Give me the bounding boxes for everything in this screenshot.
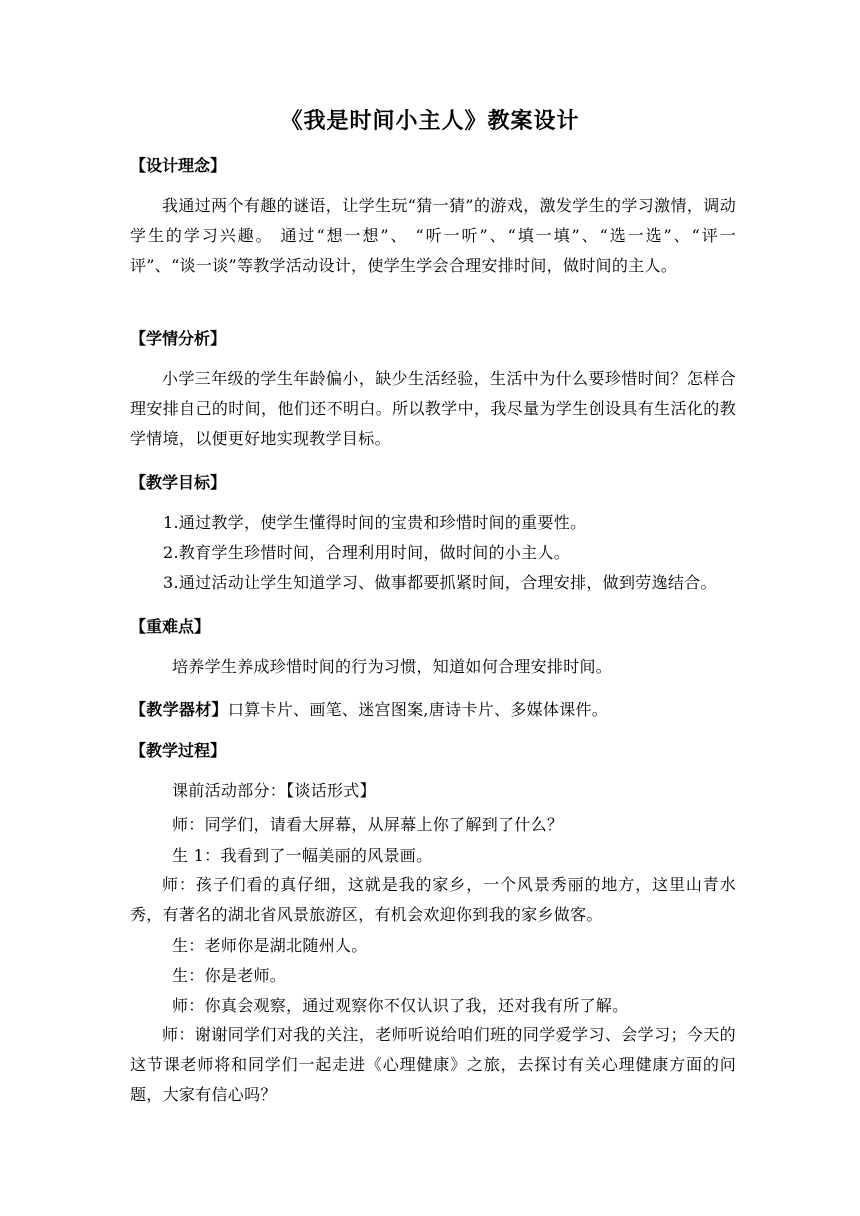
process-paragraph-2: 师：谢谢同学们对我的关注，老师听说给咱们班的同学爱学习、会学习；今天的这节课老师将和同学们一起走进《心理健康》之旅，去探讨有关心理健康方面的问题，大家有信心吗？: [130, 1025, 736, 1104]
goal-item-3: 3.通过活动让学生知道学习、做事都要抓紧时间，合理安排，做到劳逸结合。: [163, 573, 717, 592]
goal-item-1: 1.通过教学，使学生懂得时间的宝贵和珍惜时间的重要性。: [163, 513, 587, 532]
paragraph-design-concept: 我通过两个有趣的谜语，让学生玩“猜一猜”的游戏，激发学生的学习激情，调动学生的学习兴趣。 通过“想一想”、 “听一听”、“填一填”、“选一选”、“评一评”、“谈一谈”等教学活动设计，使学生学会合理安排时间，做时间的主人。: [130, 196, 736, 275]
heading-learning-analysis: 【学情分析】: [130, 329, 227, 348]
process-line-2: 师：同学们，请看大屏幕，从屏幕上你了解到了什么？: [172, 815, 564, 834]
heading-teaching-process: 【教学过程】: [130, 741, 227, 760]
process-line-3: 生 1：我看到了一幅美丽的风景画。: [172, 846, 433, 865]
process-line-4: 生：老师你是湖北随州人。: [172, 936, 368, 955]
heading-key-points: 【重难点】: [130, 617, 211, 636]
process-paragraph-1: 师：孩子们看的真仔细，这就是我的家乡，一个风景秀丽的地方，这里山青水秀，有著名的湖北省风景旅游区，有机会欢迎你到我的家乡做客。: [130, 875, 736, 924]
document-title: 《我是时间小主人》教案设计: [280, 108, 580, 134]
paragraph-key-points: 培养学生养成珍惜时间的行为习惯，知道如何合理安排时间。: [172, 657, 613, 676]
materials-text: 口算卡片、画笔、迷宫图案,唐诗卡片、多媒体课件。: [227, 700, 609, 719]
materials-line: [130, 699, 608, 721]
process-line-6: 师：你真会观察，通过观察你不仅认识了我，还对我有所了解。: [172, 996, 629, 1015]
heading-materials: 【教学器材】: [130, 700, 228, 719]
paragraph-learning-analysis: 小学三年级的学生年龄偏小，缺少生活经验，生活中为什么要珍惜时间？怎样合理安排自己的时间，他们还不明白。所以教学中，我尽量为学生创设具有生活化的教学情境，以便更好地实现教学目标。: [130, 369, 736, 448]
process-line-5: 生：你是老师。: [172, 966, 287, 985]
heading-teaching-goals: 【教学目标】: [130, 473, 227, 492]
process-line-1: 课前活动部分：【谈话形式】: [172, 781, 376, 800]
goal-item-2: 2.教育学生珍惜时间，合理利用时间，做时间的小主人。: [163, 543, 571, 562]
heading-design-concept: 【设计理念】: [130, 156, 227, 175]
